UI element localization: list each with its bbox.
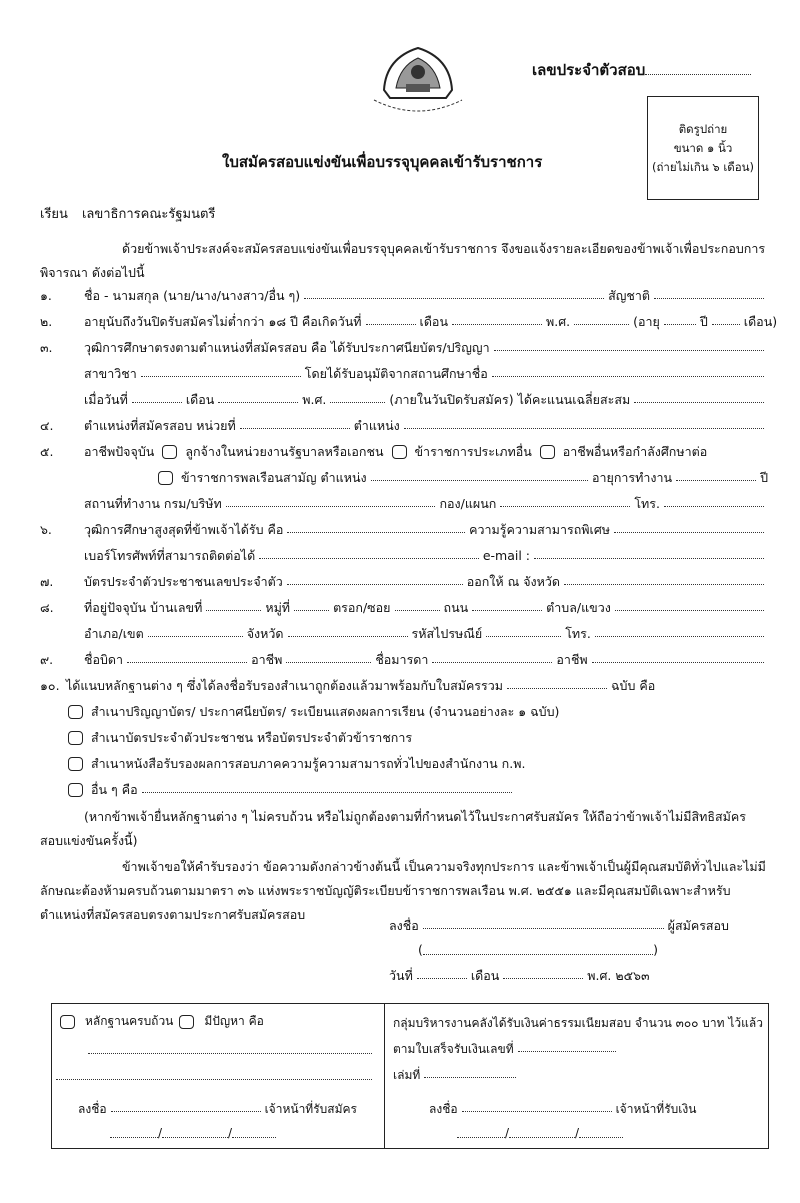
photo-box-line2: ขนาด ๑ นิ้ว xyxy=(673,140,733,155)
age-years-field[interactable] xyxy=(664,312,696,325)
age-label: (อายุ xyxy=(633,314,660,329)
special-skills-field[interactable] xyxy=(614,520,764,533)
attachment-doc-1 xyxy=(60,702,760,722)
item-number: ๙. xyxy=(40,652,54,667)
cashier-date-row xyxy=(457,1126,623,1140)
problem-line-1 xyxy=(88,1042,372,1054)
attachment-degree-label: สำเนาปริญญาบัตร/ ประกาศนียบัตร/ ระเบียนแสดงผลการเรียน (จำนวนอย่างละ ๑ ฉบับ) xyxy=(91,704,560,719)
postcode-label: รหัสไปรษณีย์ xyxy=(411,626,483,641)
item-number: ๕. xyxy=(40,444,54,459)
education-label: วุฒิการศึกษาตรงตามตำแหน่งที่สมัครสอบ คือ ได้รับประกาศนียบัตร/ปริญญา xyxy=(84,340,490,355)
attachment-doc-3 xyxy=(60,754,760,774)
birth-year-field[interactable] xyxy=(574,312,629,325)
grad-year-label: พ.ศ. xyxy=(302,392,327,407)
photo-box-line1: ติดรูปถ่าย xyxy=(678,121,728,136)
attachment-ocsc-label: สำเนาหนังสือรับรองผลการสอบภาคความรู้ความสามารถทั่วไปของสำนักงาน ก.พ. xyxy=(91,756,526,771)
birth-day-field[interactable] xyxy=(366,312,416,325)
applicant-date-row xyxy=(389,966,709,986)
occupation-employee-checkbox[interactable] xyxy=(162,445,177,459)
garuda-emblem-logo xyxy=(366,40,470,116)
civil-servant-position-label: ข้าราชการพลเรือนสามัญ ตำแหน่ง xyxy=(181,470,367,485)
item-3-row-3 xyxy=(84,390,768,410)
mother-name-label: ชื่อมารดา xyxy=(375,652,429,667)
cashier-role-label: เจ้าหน้าที่รับเงิน xyxy=(615,1102,697,1116)
copies-label: ฉบับ คือ xyxy=(611,678,656,693)
workplace-field[interactable] xyxy=(226,494,436,507)
degree-field[interactable] xyxy=(494,338,764,351)
age-months-field[interactable] xyxy=(712,312,740,325)
months-label: เดือน) xyxy=(743,314,778,329)
id-card-label: บัตรประจำตัวประชาชนเลขประจำตัว xyxy=(84,574,283,589)
road-label: ถนน xyxy=(443,600,469,615)
attachment-doc-4 xyxy=(60,780,760,800)
photo-box-line3: (ถ่ายไม่เกิน ๖ เดือน) xyxy=(651,159,755,174)
date-separator: / xyxy=(158,1126,163,1140)
office-use-box xyxy=(51,1003,769,1149)
soi-label: ตรอก/ซอย xyxy=(333,600,391,615)
birth-month-label: เดือน xyxy=(419,314,448,329)
item-9-row xyxy=(40,650,768,670)
moo-field[interactable] xyxy=(294,598,329,611)
item-8-row-2 xyxy=(84,624,768,644)
item-number: ๓. xyxy=(40,340,53,355)
position-field[interactable] xyxy=(404,416,764,429)
soi-field[interactable] xyxy=(395,598,440,611)
attachment-count-field[interactable] xyxy=(507,676,607,689)
receipt-number-label: ตามใบเสร็จรับเงินเลขที่ xyxy=(393,1042,514,1056)
item-5-row xyxy=(40,442,768,462)
item-6-row-2 xyxy=(84,546,768,566)
occupation-label: อาชีพปัจจุบัน xyxy=(84,444,155,459)
applicant-signature-field[interactable] xyxy=(423,916,664,929)
documents-complete-checkbox[interactable] xyxy=(60,1015,75,1029)
applicant-sign-row xyxy=(389,916,729,936)
institution-label: โดยได้รับอนุมัติจากสถานศึกษาชื่อ xyxy=(304,366,488,381)
grad-month-label: เดือน xyxy=(185,392,215,407)
grad-month-field[interactable] xyxy=(218,390,298,403)
receipt-book-row xyxy=(393,1066,520,1085)
exam-number-field[interactable] xyxy=(532,58,751,82)
applicant-printed-name-row xyxy=(418,942,658,962)
attachment-doc-2 xyxy=(60,728,760,748)
mother-name-field[interactable] xyxy=(432,650,552,663)
form-title: ใบสมัครสอบแข่งขันเพื่อบรรจุบุคคลเข้ารับราชการ xyxy=(222,153,543,171)
problem-field-2[interactable] xyxy=(56,1068,372,1080)
item-1-row xyxy=(40,286,768,306)
civil-servant-position-field[interactable] xyxy=(371,468,588,481)
item-number: ๗. xyxy=(40,574,54,589)
item-5-row-2 xyxy=(150,468,768,488)
father-occupation-field[interactable] xyxy=(286,650,371,663)
district-label: อำเภอ/เขต xyxy=(84,626,144,641)
phone-field[interactable] xyxy=(259,546,479,559)
officer-role-label: เจ้าหน้าที่รับสมัคร xyxy=(264,1102,357,1116)
service-unit-label: ปี xyxy=(760,470,768,485)
attachment-id-card-label: สำเนาบัตรประจำตัวประชาชน หรือบัตรประจำตัวข้าราชการ xyxy=(91,730,413,745)
occupation-other-civil-checkbox[interactable] xyxy=(392,445,407,459)
years-label: ปี xyxy=(699,314,708,329)
document-check-row xyxy=(60,1012,264,1031)
nationality-field[interactable] xyxy=(654,286,764,299)
special-skills-label: ความรู้ความสามารถพิเศษ xyxy=(469,522,610,537)
birth-day-label: อายุนับถึงวันปิดรับสมัครไม่ต่ำกว่า ๑๘ ปี คือเกิดวันที่ xyxy=(84,314,362,329)
item-3-row-2 xyxy=(84,364,768,384)
gpa-field[interactable] xyxy=(634,390,764,403)
subdistrict-label: ตำบล/แขวง xyxy=(546,600,611,615)
salutation-recipient: เลขาธิการคณะรัฐมนตรี xyxy=(81,207,216,222)
service-years-field[interactable] xyxy=(676,468,756,481)
documents-problem-label: มีปัญหา คือ xyxy=(204,1014,264,1028)
finance-section xyxy=(385,1004,768,1148)
home-tel-label: โทร. xyxy=(565,626,591,641)
item-2-row xyxy=(40,312,778,332)
birth-year-label: พ.ศ. xyxy=(546,314,571,329)
postcode-field[interactable] xyxy=(486,624,561,637)
sign-label: ลงชื่อ xyxy=(389,918,419,933)
home-tel-field[interactable] xyxy=(595,624,764,637)
item-4-row xyxy=(40,416,768,436)
item-5-row-3 xyxy=(84,494,768,514)
paren-close: ) xyxy=(653,942,658,957)
attachment-other-field[interactable] xyxy=(142,780,512,793)
attachment-other-checkbox[interactable] xyxy=(68,783,83,797)
occupation-other-label: อาชีพอื่นหรือกำลังศึกษาต่อ xyxy=(562,444,708,459)
province-field[interactable] xyxy=(288,624,408,637)
intro-paragraph: ด้วยข้าพเจ้าประสงค์จะสมัครสอบแข่งขันเพื่อบรรจุบุคคลเข้ารับราชการ จึงขอแจ้งรายละเอียดของข้าพเจ้าเพื่อประกอบการพิจารณา ดังต่อไปนี้ xyxy=(40,241,766,280)
occupation-civil-servant-checkbox[interactable] xyxy=(158,471,173,485)
documents-problem-checkbox[interactable] xyxy=(179,1015,194,1029)
month-label: เดือน xyxy=(470,968,500,983)
workplace-label: สถานที่ทำงาน กรม/บริษัท xyxy=(84,496,222,511)
father-name-label: ชื่อบิดา xyxy=(84,652,124,667)
father-name-field[interactable] xyxy=(127,650,247,663)
item-number: ๑. xyxy=(40,288,52,303)
gpa-label: (ภายในวันปิดรับสมัคร) ได้คะแนนเฉลี่ยสะสม xyxy=(389,392,631,407)
documents-complete-label: หลักฐานครบถ้วน xyxy=(85,1014,174,1028)
receipt-number-field[interactable] xyxy=(518,1040,616,1052)
house-number-label: ที่อยู่ปัจจุบัน บ้านเลขที่ xyxy=(84,600,203,615)
grad-day-field[interactable] xyxy=(132,390,182,403)
attachments-label: ได้แนบหลักฐานต่าง ๆ ซึ่งได้ลงชื่อรับรองสำเนาถูกต้องแล้วมาพร้อมกับใบสมัครรวม xyxy=(66,678,503,693)
division-field[interactable] xyxy=(500,494,630,507)
problem-line-2 xyxy=(56,1068,372,1080)
notice-paragraph: (หากข้าพเจ้ายื่นหลักฐานต่าง ๆ ไม่ครบถ้วน หรือไม่ถูกต้องตามที่กำหนดไว้ในประกาศรับสมัคร ให้ถือว่าข้าพเจ้าไม่มีสิทธิสมัครสอบแข่งขันครั้งนี้) xyxy=(40,809,746,848)
fee-received-row xyxy=(393,1014,763,1033)
exam-number-label: เลขประจำตัวสอบ xyxy=(532,61,646,79)
attachment-ocsc-checkbox[interactable] xyxy=(68,757,83,771)
email-label: e-mail : xyxy=(482,548,530,563)
moo-label: หมู่ที่ xyxy=(265,600,291,615)
year-label: พ.ศ. ๒๕๖๓ xyxy=(587,968,650,983)
nationality-label: สัญชาติ xyxy=(608,288,650,303)
receipt-book-label: เล่มที่ xyxy=(393,1068,421,1082)
item-3-row xyxy=(40,338,768,358)
grad-year-field[interactable] xyxy=(330,390,385,403)
item-number: ๒. xyxy=(40,314,53,329)
date-separator: / xyxy=(505,1126,510,1140)
name-label: ชื่อ - นามสกุล (นาย/นาง/นางสาว/อื่น ๆ) xyxy=(84,288,301,303)
item-8-row xyxy=(40,598,768,618)
photo-placeholder-box xyxy=(647,96,759,200)
occupation-other-checkbox[interactable] xyxy=(540,445,555,459)
position-label: ตำแหน่ง xyxy=(353,418,400,433)
date-separator: / xyxy=(575,1126,580,1140)
service-years-label: อายุการทำงาน xyxy=(591,470,673,485)
issued-province-label: ออกให้ ณ จังหวัด xyxy=(466,574,560,589)
attachment-id-card-checkbox[interactable] xyxy=(68,731,83,745)
road-field[interactable] xyxy=(472,598,542,611)
applicant-printed-name-field[interactable] xyxy=(423,942,653,955)
salutation-to: เรียน xyxy=(40,207,68,222)
fee-received-text: กลุ่มบริหารงานคลังได้รับเงินค่าธรรมเนียมสอบ จำนวน ๓๐๐ บาท ไว้แล้ว xyxy=(393,1016,763,1030)
occupation-other-civil-label: ข้าราชการประเภทอื่น xyxy=(414,444,532,459)
date-label: วันที่ xyxy=(389,968,413,983)
major-field[interactable] xyxy=(141,364,301,377)
phone-label: เบอร์โทรศัพท์ที่สามารถติดต่อได้ xyxy=(84,548,256,563)
item-number: ๔. xyxy=(40,418,54,433)
district-field[interactable] xyxy=(148,624,243,637)
receipt-book-field[interactable] xyxy=(424,1066,516,1078)
date-separator: / xyxy=(228,1126,233,1140)
email-field[interactable] xyxy=(534,546,764,559)
unit-label: ตำแหน่งที่สมัครสอบ หน่วยที่ xyxy=(84,418,236,433)
mother-occupation-label: อาชีพ xyxy=(556,652,588,667)
sign-month-field[interactable] xyxy=(503,966,583,979)
institution-field[interactable] xyxy=(492,364,764,377)
cashier-date-year-field[interactable] xyxy=(579,1126,623,1138)
house-number-field[interactable] xyxy=(206,598,261,611)
sign-day-field[interactable] xyxy=(417,966,467,979)
grad-day-label: เมื่อวันที่ xyxy=(84,392,128,407)
receipt-number-row xyxy=(393,1040,620,1059)
id-card-field[interactable] xyxy=(287,572,463,585)
father-occupation-label: อาชีพ xyxy=(251,652,283,667)
officer-date-year-field[interactable] xyxy=(232,1126,276,1138)
item-6-row xyxy=(40,520,768,540)
item-number: ๖. xyxy=(40,522,52,537)
issued-province-field[interactable] xyxy=(564,572,764,585)
emblem-icon xyxy=(366,40,470,116)
applicant-label: ผู้สมัครสอบ xyxy=(667,918,729,933)
officer-date-day-field[interactable] xyxy=(110,1126,158,1138)
officer-sign-row xyxy=(78,1100,357,1119)
highest-education-field[interactable] xyxy=(287,520,465,533)
subdistrict-field[interactable] xyxy=(615,598,764,611)
attachment-other-label: อื่น ๆ คือ xyxy=(91,782,138,797)
work-tel-field[interactable] xyxy=(664,494,764,507)
officer-sign-label: ลงชื่อ xyxy=(78,1102,107,1116)
cashier-sign-row xyxy=(429,1100,696,1119)
item-10-row xyxy=(40,676,768,696)
mother-occupation-field[interactable] xyxy=(592,650,764,663)
cashier-signature-field[interactable] xyxy=(462,1100,612,1112)
item-number: ๑๐. xyxy=(40,678,60,693)
unit-field[interactable] xyxy=(240,416,350,429)
certification-paragraph: ข้าพเจ้าขอให้คำรับรองว่า ข้อความดังกล่าวข้างต้นนี้ เป็นความจริงทุกประการ และข้าพเจ้าเป็นผู้มีคุณสมบัติทั่วไปและไม่มีลักษณะต้องห้ามครบถ้วนตามมาตรา ๓๖ แห่งพระราชบัญญัติระเบียบข้าราชการพลเรือน พ.ศ. ๒๕๕๑ และมีคุณสมบัติเฉพาะสำหรับตำแหน่งที่สมัครสอบตรงตามประกาศรับสมัครสอบ xyxy=(40,859,766,922)
officer-date-month-field[interactable] xyxy=(162,1126,228,1138)
occupation-employee-label: ลูกจ้างในหน่วยงานรัฐบาลหรือเอกชน xyxy=(185,444,384,459)
birth-month-field[interactable] xyxy=(452,312,542,325)
cashier-sign-label: ลงชื่อ xyxy=(429,1102,458,1116)
name-field[interactable] xyxy=(304,286,604,299)
officer-date-row xyxy=(110,1126,276,1140)
item-7-row xyxy=(40,572,768,592)
salutation xyxy=(40,203,215,224)
officer-section xyxy=(52,1004,385,1148)
division-label: กอง/แผนก xyxy=(439,496,497,511)
problem-field-1[interactable] xyxy=(88,1042,372,1054)
item-number: ๘. xyxy=(40,600,54,615)
province-label: จังหวัด xyxy=(246,626,284,641)
cashier-date-month-field[interactable] xyxy=(509,1126,575,1138)
officer-signature-field[interactable] xyxy=(111,1100,261,1112)
highest-education-label: วุฒิการศึกษาสูงสุดที่ข้าพเจ้าได้รับ คือ xyxy=(84,522,284,537)
work-tel-label: โทร. xyxy=(634,496,660,511)
major-label: สาขาวิชา xyxy=(84,366,137,381)
attachment-degree-checkbox[interactable] xyxy=(68,705,83,719)
paren-open: ( xyxy=(418,942,423,957)
cashier-date-day-field[interactable] xyxy=(457,1126,505,1138)
